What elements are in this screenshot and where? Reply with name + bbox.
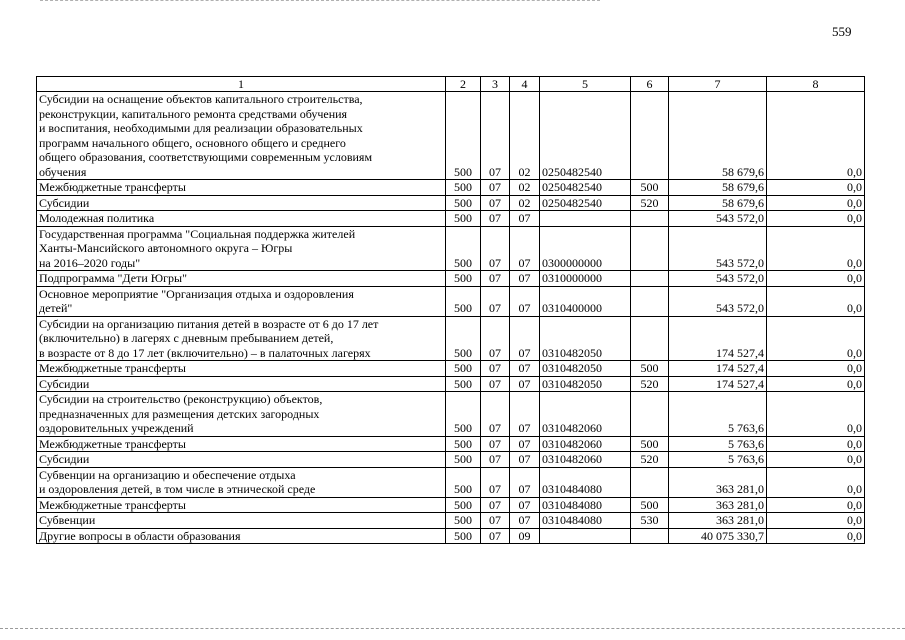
expense-type-cell <box>631 226 669 271</box>
amount-cell: 543 572,0 <box>669 226 767 271</box>
amount-cell: 5 763,6 <box>669 452 767 468</box>
amount-cell: 174 527,4 <box>669 316 767 361</box>
expense-type-cell <box>631 211 669 227</box>
header-cell: 3 <box>481 77 510 92</box>
item-name-cell: Субсидии <box>37 195 446 211</box>
table-row <box>37 392 865 437</box>
amount-cell: 5 763,6 <box>669 392 767 437</box>
amount2-cell: 0,0 <box>767 392 865 437</box>
item-name-cell: Государственная программа "Социальная поддержка жителей Ханты-Мансийского автономного округа – Югры на 2016–2020 годы" <box>37 226 446 271</box>
amount-cell: 40 075 330,7 <box>669 528 767 544</box>
target-article-cell <box>540 528 631 544</box>
target-article-cell: 0310400000 <box>540 286 631 316</box>
target-article-cell: 0310484080 <box>540 467 631 497</box>
amount-cell: 543 572,0 <box>669 286 767 316</box>
table-row <box>37 271 865 287</box>
amount2-cell: 0,0 <box>767 361 865 377</box>
expense-type-cell: 520 <box>631 195 669 211</box>
expense-type-cell <box>631 92 669 180</box>
item-name-cell: Субсидии <box>37 376 446 392</box>
amount2-cell: 0,0 <box>767 211 865 227</box>
target-article-cell: 0310482050 <box>540 361 631 377</box>
subsection2-cell: 02 <box>510 92 540 180</box>
target-article-cell: 0250482540 <box>540 180 631 196</box>
expense-type-cell: 520 <box>631 376 669 392</box>
expense-type-cell <box>631 467 669 497</box>
amount-cell: 58 679,6 <box>669 92 767 180</box>
amount-cell: 363 281,0 <box>669 497 767 513</box>
subsection2-cell: 07 <box>510 226 540 271</box>
section-cell: 500 <box>446 467 481 497</box>
subsection2-cell: 07 <box>510 497 540 513</box>
subsection-cell: 07 <box>481 467 510 497</box>
section-cell: 500 <box>446 361 481 377</box>
subsection-cell: 07 <box>481 361 510 377</box>
subsection2-cell: 09 <box>510 528 540 544</box>
subsection2-cell: 07 <box>510 316 540 361</box>
scan-edge-top <box>40 0 600 3</box>
subsection-cell: 07 <box>481 452 510 468</box>
subsection-cell: 07 <box>481 226 510 271</box>
amount2-cell: 0,0 <box>767 195 865 211</box>
section-cell: 500 <box>446 528 481 544</box>
table-row <box>37 226 865 271</box>
section-cell: 500 <box>446 376 481 392</box>
target-article-cell: 0300000000 <box>540 226 631 271</box>
table-row <box>37 361 865 377</box>
target-article-cell: 0310482060 <box>540 392 631 437</box>
expense-type-cell: 530 <box>631 513 669 529</box>
amount-cell: 58 679,6 <box>669 195 767 211</box>
section-cell: 500 <box>446 180 481 196</box>
expense-type-cell: 500 <box>631 436 669 452</box>
subsection2-cell: 07 <box>510 452 540 468</box>
subsection-cell: 07 <box>481 528 510 544</box>
amount2-cell: 0,0 <box>767 452 865 468</box>
subsection-cell: 07 <box>481 180 510 196</box>
section-cell: 500 <box>446 195 481 211</box>
table-row <box>37 497 865 513</box>
subsection-cell: 07 <box>481 392 510 437</box>
header-cell: 2 <box>446 77 481 92</box>
header-cell: 7 <box>669 77 767 92</box>
target-article-cell <box>540 211 631 227</box>
amount2-cell: 0,0 <box>767 436 865 452</box>
item-name-cell: Субсидии <box>37 452 446 468</box>
expense-type-cell <box>631 316 669 361</box>
section-cell: 500 <box>446 436 481 452</box>
table-row <box>37 528 865 544</box>
target-article-cell: 0310484080 <box>540 513 631 529</box>
subsection2-cell: 07 <box>510 361 540 377</box>
amount2-cell: 0,0 <box>767 271 865 287</box>
subsection2-cell: 07 <box>510 211 540 227</box>
table-header-row <box>37 77 865 92</box>
expense-type-cell: 500 <box>631 497 669 513</box>
subsection-cell: 07 <box>481 195 510 211</box>
amount2-cell: 0,0 <box>767 92 865 180</box>
section-cell: 500 <box>446 392 481 437</box>
table-row <box>37 211 865 227</box>
scan-edge-bottom <box>0 628 905 631</box>
header-cell: 8 <box>767 77 865 92</box>
target-article-cell: 0310482050 <box>540 376 631 392</box>
subsection-cell: 07 <box>481 211 510 227</box>
amount-cell: 543 572,0 <box>669 211 767 227</box>
amount-cell: 543 572,0 <box>669 271 767 287</box>
header-cell: 5 <box>540 77 631 92</box>
amount-cell: 363 281,0 <box>669 513 767 529</box>
amount2-cell: 0,0 <box>767 226 865 271</box>
section-cell: 500 <box>446 211 481 227</box>
target-article-cell: 0250482540 <box>540 195 631 211</box>
amount2-cell: 0,0 <box>767 528 865 544</box>
subsection2-cell: 07 <box>510 467 540 497</box>
target-article-cell: 0310000000 <box>540 271 631 287</box>
section-cell: 500 <box>446 316 481 361</box>
amount2-cell: 0,0 <box>767 497 865 513</box>
table-row <box>37 436 865 452</box>
item-name-cell: Межбюджетные трансферты <box>37 361 446 377</box>
budget-table <box>36 76 865 544</box>
amount-cell: 363 281,0 <box>669 467 767 497</box>
section-cell: 500 <box>446 92 481 180</box>
amount-cell: 58 679,6 <box>669 180 767 196</box>
subsection-cell: 07 <box>481 376 510 392</box>
amount-cell: 174 527,4 <box>669 361 767 377</box>
target-article-cell: 0310482060 <box>540 436 631 452</box>
subsection2-cell: 07 <box>510 376 540 392</box>
table-row <box>37 452 865 468</box>
amount2-cell: 0,0 <box>767 467 865 497</box>
section-cell: 500 <box>446 513 481 529</box>
section-cell: 500 <box>446 226 481 271</box>
header-cell: 6 <box>631 77 669 92</box>
table-row <box>37 467 865 497</box>
item-name-cell: Основное мероприятие "Организация отдыха и оздоровления детей" <box>37 286 446 316</box>
item-name-cell: Подпрограмма "Дети Югры" <box>37 271 446 287</box>
target-article-cell: 0250482540 <box>540 92 631 180</box>
amount-cell: 174 527,4 <box>669 376 767 392</box>
item-name-cell: Межбюджетные трансферты <box>37 436 446 452</box>
header-cell: 4 <box>510 77 540 92</box>
amount2-cell: 0,0 <box>767 376 865 392</box>
subsection2-cell: 07 <box>510 513 540 529</box>
table-row <box>37 195 865 211</box>
item-name-cell: Субвенции <box>37 513 446 529</box>
subsection2-cell: 07 <box>510 392 540 437</box>
amount2-cell: 0,0 <box>767 316 865 361</box>
item-name-cell: Межбюджетные трансферты <box>37 180 446 196</box>
expense-type-cell: 500 <box>631 180 669 196</box>
table-row <box>37 376 865 392</box>
amount2-cell: 0,0 <box>767 286 865 316</box>
expense-type-cell <box>631 286 669 316</box>
expense-type-cell: 500 <box>631 361 669 377</box>
table-row <box>37 180 865 196</box>
amount2-cell: 0,0 <box>767 513 865 529</box>
section-cell: 500 <box>446 286 481 316</box>
item-name-cell: Другие вопросы в области образования <box>37 528 446 544</box>
item-name-cell: Субсидии на оснащение объектов капитального строительства, реконструкции, капитального ремонта средствами обучения и воспитания, необходимыми для реализации образовательных программ начального общего, основного общего и среднего общего образования, соответствующими современным условиям обучения <box>37 92 446 180</box>
expense-type-cell <box>631 271 669 287</box>
table-row <box>37 316 865 361</box>
item-name-cell: Молодежная политика <box>37 211 446 227</box>
section-cell: 500 <box>446 497 481 513</box>
target-article-cell: 0310482050 <box>540 316 631 361</box>
section-cell: 500 <box>446 452 481 468</box>
subsection-cell: 07 <box>481 497 510 513</box>
subsection2-cell: 07 <box>510 271 540 287</box>
header-cell: 1 <box>37 77 446 92</box>
item-name-cell: Субсидии на организацию питания детей в возрасте от 6 до 17 лет (включительно) в лагерях с дневным пребыванием детей, в возрасте от 8 до 17 лет (включительно) – в палаточных лагерях <box>37 316 446 361</box>
expense-type-cell <box>631 392 669 437</box>
subsection2-cell: 02 <box>510 195 540 211</box>
section-cell: 500 <box>446 271 481 287</box>
subsection-cell: 07 <box>481 286 510 316</box>
target-article-cell: 0310484080 <box>540 497 631 513</box>
item-name-cell: Субвенции на организацию и обеспечение отдыха и оздоровления детей, в том числе в этнической среде <box>37 467 446 497</box>
subsection2-cell: 07 <box>510 436 540 452</box>
subsection-cell: 07 <box>481 513 510 529</box>
subsection2-cell: 07 <box>510 286 540 316</box>
expense-type-cell <box>631 528 669 544</box>
page-number: 559 <box>832 24 852 39</box>
table-row <box>37 92 865 180</box>
amount-cell: 5 763,6 <box>669 436 767 452</box>
subsection2-cell: 02 <box>510 180 540 196</box>
table-row <box>37 513 865 529</box>
subsection-cell: 07 <box>481 316 510 361</box>
target-article-cell: 0310482060 <box>540 452 631 468</box>
item-name-cell: Межбюджетные трансферты <box>37 497 446 513</box>
subsection-cell: 07 <box>481 271 510 287</box>
item-name-cell: Субсидии на строительство (реконструкцию) объектов, предназначенных для размещения детских загородных оздоровительных учреждений <box>37 392 446 437</box>
table-row <box>37 286 865 316</box>
subsection-cell: 07 <box>481 436 510 452</box>
amount2-cell: 0,0 <box>767 180 865 196</box>
subsection-cell: 07 <box>481 92 510 180</box>
expense-type-cell: 520 <box>631 452 669 468</box>
